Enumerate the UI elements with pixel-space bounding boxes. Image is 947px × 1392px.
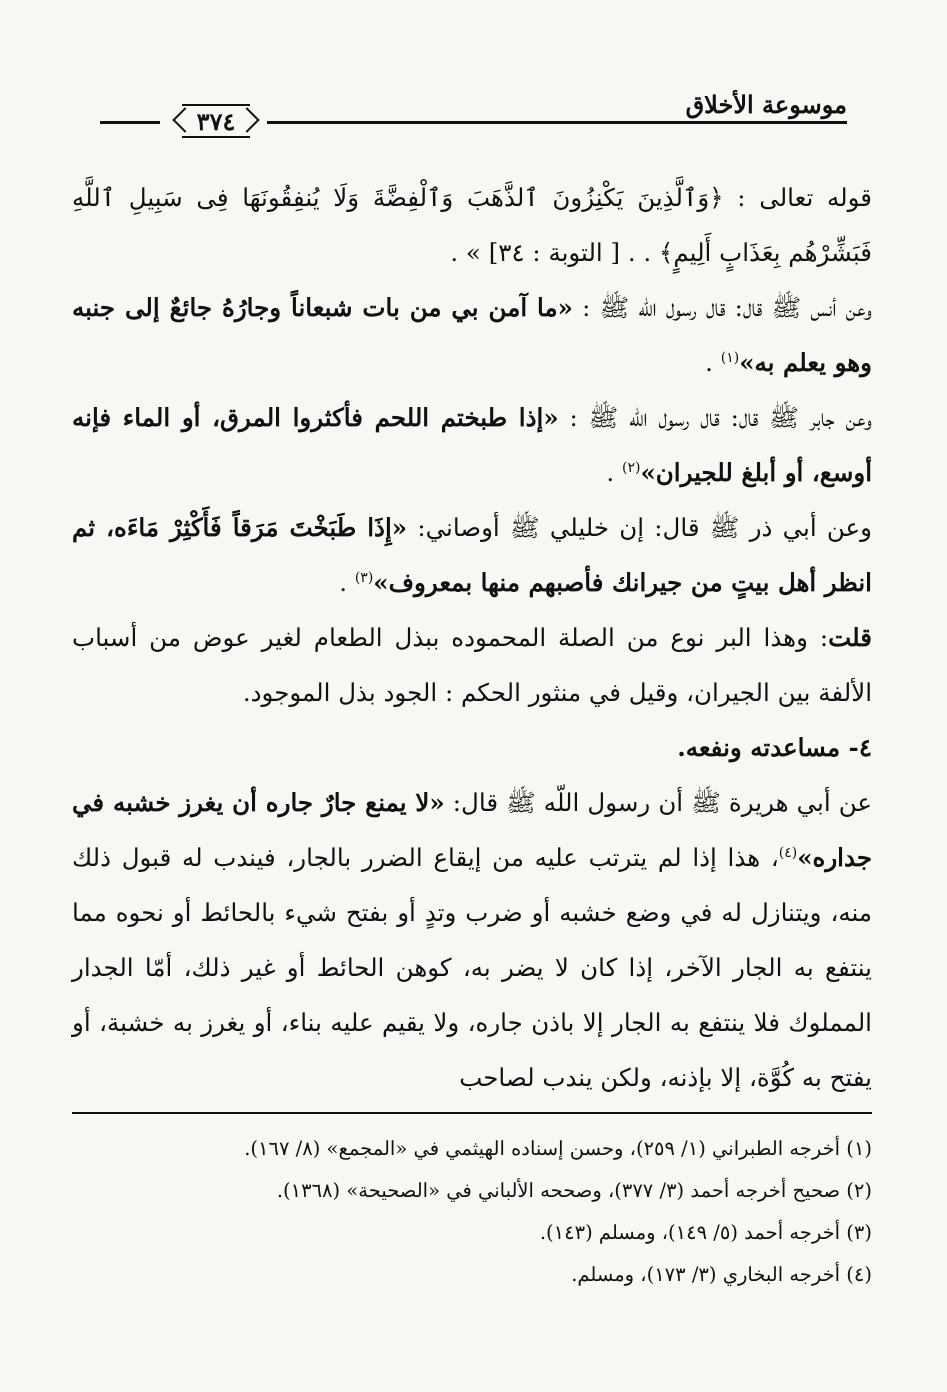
narration-intro: وعن جابر ﷺ قال: قال رسول اللّه ﷺ :	[558, 403, 872, 432]
sentence-end: .	[705, 348, 721, 377]
sentence-end: .	[339, 568, 355, 597]
page-number-ornament	[170, 102, 262, 140]
footnotes	[72, 1128, 872, 1296]
paragraph-commentary	[72, 610, 872, 720]
hadith-text: «لا يمنع جارٌ جاره أن يغرز خشبه في جداره»	[72, 788, 872, 872]
footnote-3: (٣) أخرجه أحمد (٥/ ١٤٩)، ومسلم (١٤٣).	[539, 1221, 872, 1244]
paragraph-abu-hurayra	[72, 775, 872, 1105]
ornament-chevron-right-icon	[234, 107, 259, 132]
footnote-4: (٤) أخرجه البخاري (٣/ ١٧٣)، ومسلم.	[571, 1263, 872, 1286]
verse-intro: قوله تعالى :	[723, 183, 873, 212]
paragraph-anas	[72, 280, 872, 390]
footnote-1: (١) أخرجه الطبراني (١/ ٢٥٩)، وحسن إسناده الهيثمي في «المجمع» (٨/ ١٦٧).	[244, 1137, 872, 1160]
section-heading: ٤- مساعدته ونفعه.	[677, 733, 872, 762]
hadith-text: «إِذَا طَبَخْتَ مَرَقاً فَأَكْثِرْ مَاءَه، ثم انظر أهل بيتٍ من جيرانك فأصبهم منها بمعروف»	[72, 513, 872, 597]
footnote-marker: (١)	[720, 349, 740, 366]
paragraph-jabir	[72, 390, 872, 500]
book-title: موسوعة الأخلاق	[685, 90, 847, 119]
explanation-text: ، هذا إذا لم يترتب عليه من إيقاع الضرر بالجار، فيندب له قبول ذلك منه، ويتنازل له في وضع خشبه أو ضرب وتدٍ أو بفتح شيء بالحائط أو نحوه مما ينتفع به الجار الآخر، إذا كان لا يضر به، كوهن الحائط أو غير ذلك، أمّا الجدار المملوك فلا ينتفع به الجار إلا باذن جاره، ولا يقيم عليه بناء، أو يغرز به خشبة، أو يفتح به كُوَّة، إلا بإذنه، ولكن يندب لصاحب	[72, 843, 872, 1092]
verse-reference: . . [ التوبة : ٣٤] » .	[450, 238, 660, 267]
quran-quote: ﴿وَٱلَّذِينَ يَكْنِزُونَ ٱلذَّهَبَ وَٱلْفِضَّةَ وَلَا يُنفِقُونَهَا فِى سَبِيلِ ٱللَّهِ فَبَشِّرْهُم بِعَذَابٍ أَلِيمٍ﴾	[72, 183, 872, 267]
footnote-marker: (٤)	[778, 844, 798, 861]
ornament-chevron-left-icon	[172, 107, 197, 132]
header-rule-right	[267, 121, 847, 124]
page-number: ٣٧٤	[196, 106, 236, 136]
paragraph-quran-verse	[72, 170, 872, 280]
narration-intro: وعن أبي ذر ﷺ قال: إن خليلي ﷺ أوصاني:	[407, 513, 872, 542]
commentary-text: : وهذا البر نوع من الصلة المحموده ببذل الطعام لغير عوض من أسباب الألفة بين الجيران، وقيل في منثور الحكم : الجود بذل الموجود.	[72, 623, 872, 707]
main-text	[72, 170, 872, 1105]
narration-intro: وعن أنس ﷺ قال: قال رسول اللّه ﷺ :	[572, 293, 872, 322]
narration-intro: عن أبي هريرة ﷺ أن رسول اللّه ﷺ قال:	[444, 788, 873, 817]
footnote-marker: (٢)	[622, 459, 641, 476]
footnote-separator	[72, 1112, 872, 1114]
sentence-end: .	[606, 458, 622, 487]
hadith-text: «ما آمن بي من بات شبعاناً وجارُهُ جائعٌ إلى جنبه وهو يعلم به»	[72, 293, 872, 377]
hadith-text: «إذا طبختم اللحم فأكثروا المرق، أو الماء فإنه أوسع، أو أبلغ للجيران»	[72, 403, 872, 487]
running-header	[70, 78, 877, 138]
commentary-label: قلت	[828, 623, 872, 652]
footnote-2: (٢) صحيح أخرجه أحمد (٣/ ٣٧٧)، وصححه الألباني في «الصحيحة» (١٣٦٨).	[276, 1179, 872, 1202]
paragraph-abu-dharr	[72, 500, 872, 610]
header-rule-left	[100, 121, 160, 124]
footnote-marker: (٣)	[354, 569, 374, 586]
